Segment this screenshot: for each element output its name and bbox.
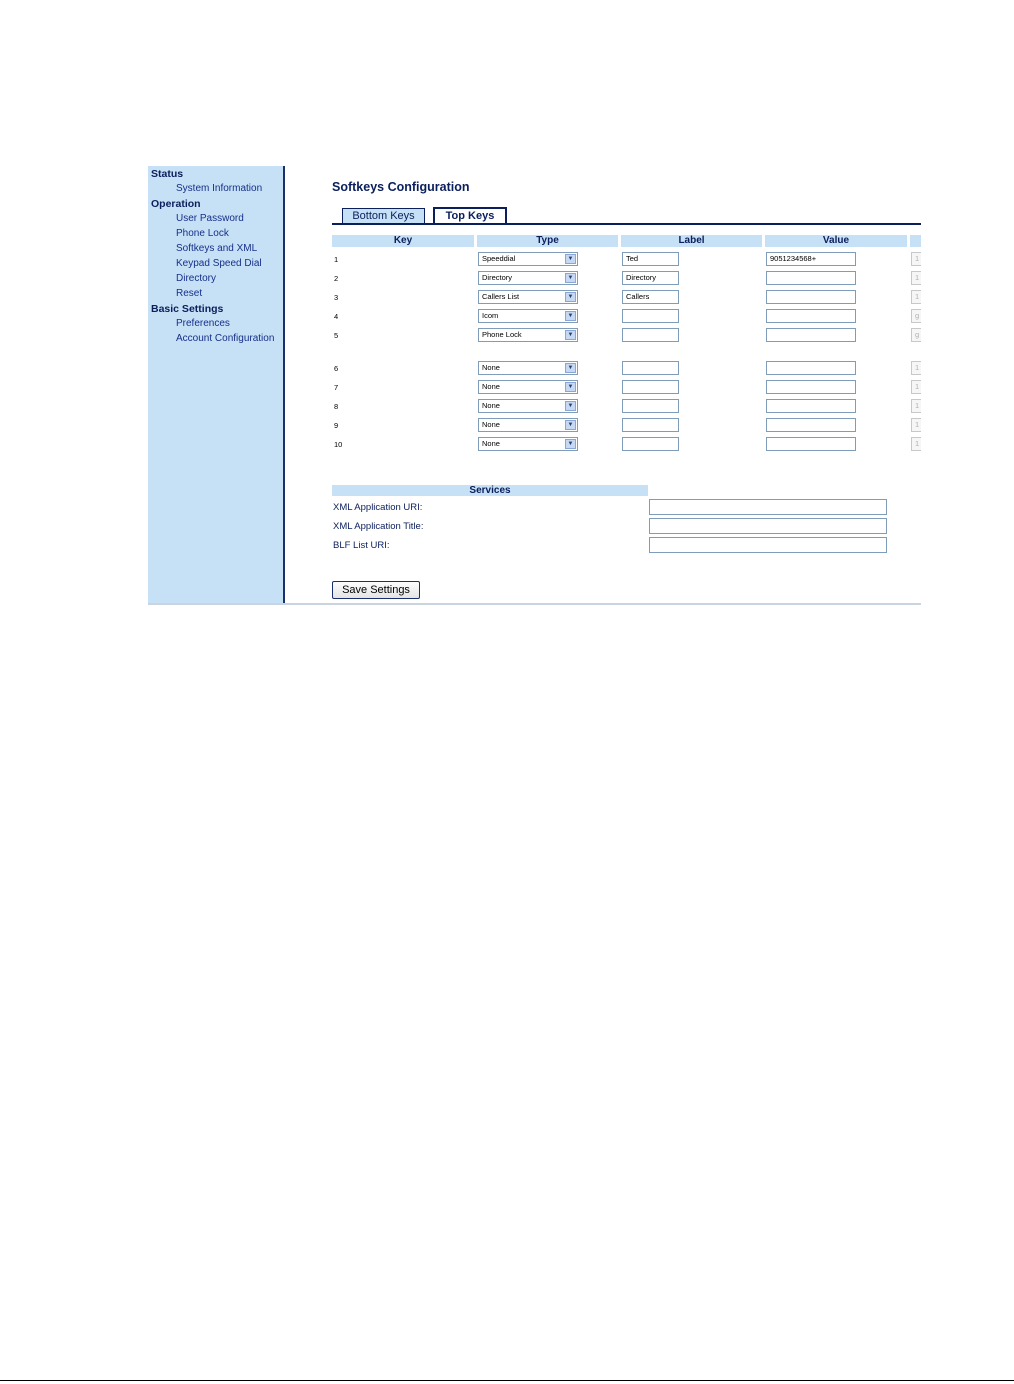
chevron-down-icon: ▼: [565, 292, 576, 302]
type-select-value: Speeddial: [482, 254, 516, 263]
xml-application-title-label: XML Application Title:: [333, 521, 424, 532]
line-input[interactable]: 1: [911, 380, 921, 394]
chevron-down-icon: ▼: [565, 382, 576, 392]
type-select[interactable]: [478, 418, 578, 432]
column-header-value: Value: [765, 235, 907, 247]
type-select-value: Phone Lock: [482, 330, 522, 339]
key-number: 3: [334, 293, 339, 302]
key-number: 10: [334, 440, 343, 449]
services-header: Services: [332, 485, 648, 496]
line-input[interactable]: 1: [911, 271, 921, 285]
line-input[interactable]: 1: [911, 252, 921, 266]
sidebar-item-keypad-speed-dial[interactable]: Keypad Speed Dial: [176, 258, 262, 269]
key-number: 5: [334, 331, 339, 340]
sidebar-heading-operation: Operation: [151, 198, 201, 210]
value-input[interactable]: [766, 380, 856, 394]
value-input[interactable]: [766, 328, 856, 342]
type-select[interactable]: [478, 252, 578, 266]
label-input[interactable]: [622, 361, 679, 375]
value-input[interactable]: [766, 437, 856, 451]
blf-list-uri-input[interactable]: [649, 537, 887, 553]
sidebar-heading-status: Status: [151, 168, 184, 180]
sidebar: [148, 166, 285, 605]
main-content: [285, 166, 921, 605]
chevron-down-icon: ▼: [565, 254, 576, 264]
type-select[interactable]: [478, 380, 578, 394]
blf-list-uri-label: BLF List URI:: [333, 540, 390, 551]
type-select[interactable]: [478, 271, 578, 285]
page-footer-rule: [0, 1380, 1014, 1381]
tab-underline: [332, 223, 921, 225]
sidebar-item-system-information[interactable]: System Information: [176, 183, 263, 194]
label-input[interactable]: [622, 309, 679, 323]
type-select[interactable]: [478, 328, 578, 342]
line-input[interactable]: g: [911, 309, 921, 323]
sidebar-item-softkeys-and-xml[interactable]: Softkeys and XML: [176, 243, 258, 254]
sidebar-item-preferences[interactable]: Preferences: [176, 318, 230, 329]
chevron-down-icon: ▼: [565, 363, 576, 373]
xml-application-uri-label: XML Application URI:: [333, 502, 423, 513]
key-number: 9: [334, 421, 339, 430]
label-input[interactable]: [622, 399, 679, 413]
type-select-value: Directory: [482, 273, 513, 282]
label-input[interactable]: Callers: [622, 290, 679, 304]
line-input[interactable]: 1: [911, 418, 921, 432]
line-input[interactable]: 1: [911, 290, 921, 304]
sidebar-item-phone-lock[interactable]: Phone Lock: [176, 228, 229, 239]
column-header-type: Type: [477, 235, 618, 247]
column-header-key: Key: [332, 235, 474, 247]
value-input[interactable]: [766, 399, 856, 413]
type-select-value: None: [482, 420, 500, 429]
type-select[interactable]: [478, 399, 578, 413]
label-input[interactable]: [622, 437, 679, 451]
chevron-down-icon: ▼: [565, 311, 576, 321]
page-title: Softkeys Configuration: [332, 180, 470, 194]
value-input[interactable]: [766, 361, 856, 375]
key-number: 7: [334, 383, 339, 392]
column-header-label: Label: [621, 235, 762, 247]
column-header-extra: [910, 235, 921, 247]
type-select-value: Icom: [482, 311, 499, 320]
chevron-down-icon: ▼: [565, 330, 576, 340]
tab-top-keys[interactable]: Top Keys: [433, 207, 507, 224]
key-number: 4: [334, 312, 339, 321]
type-select-value: Callers List: [482, 292, 520, 301]
chevron-down-icon: ▼: [565, 420, 576, 430]
value-input[interactable]: [766, 290, 856, 304]
sidebar-item-reset[interactable]: Reset: [176, 288, 203, 299]
line-input[interactable]: g: [911, 328, 921, 342]
value-input[interactable]: [766, 271, 856, 285]
line-input[interactable]: 1: [911, 399, 921, 413]
type-select-value: None: [482, 401, 500, 410]
key-number: 6: [334, 364, 339, 373]
type-select-value: None: [482, 363, 500, 372]
sidebar-heading-basic-settings: Basic Settings: [151, 303, 224, 315]
type-select[interactable]: [478, 309, 578, 323]
sidebar-item-user-password[interactable]: User Password: [176, 213, 244, 224]
line-input[interactable]: 1: [911, 437, 921, 451]
xml-application-uri-input[interactable]: [649, 499, 887, 515]
type-select[interactable]: [478, 361, 578, 375]
chevron-down-icon: ▼: [565, 439, 576, 449]
label-input[interactable]: Directory: [622, 271, 679, 285]
frame-bottom-rule: [148, 603, 921, 605]
label-input[interactable]: Ted: [622, 252, 679, 266]
type-select-value: None: [482, 382, 500, 391]
label-input[interactable]: [622, 380, 679, 394]
sidebar-item-account-configuration[interactable]: Account Configuration: [176, 333, 275, 344]
key-number: 8: [334, 402, 339, 411]
type-select-value: None: [482, 439, 500, 448]
key-number: 2: [334, 274, 339, 283]
type-select[interactable]: [478, 437, 578, 451]
save-settings-button[interactable]: Save Settings: [332, 581, 420, 599]
label-input[interactable]: [622, 418, 679, 432]
chevron-down-icon: ▼: [565, 401, 576, 411]
label-input[interactable]: [622, 328, 679, 342]
web-config-frame: [148, 166, 921, 605]
key-number: 1: [334, 255, 339, 264]
chevron-down-icon: ▼: [565, 273, 576, 283]
value-input[interactable]: [766, 309, 856, 323]
type-select[interactable]: [478, 290, 578, 304]
value-input[interactable]: 9051234568+: [766, 252, 856, 266]
line-input[interactable]: 1: [911, 361, 921, 375]
value-input[interactable]: [766, 418, 856, 432]
sidebar-item-directory[interactable]: Directory: [176, 273, 217, 284]
tab-bottom-keys[interactable]: Bottom Keys: [342, 208, 425, 223]
xml-application-title-input[interactable]: [649, 518, 887, 534]
